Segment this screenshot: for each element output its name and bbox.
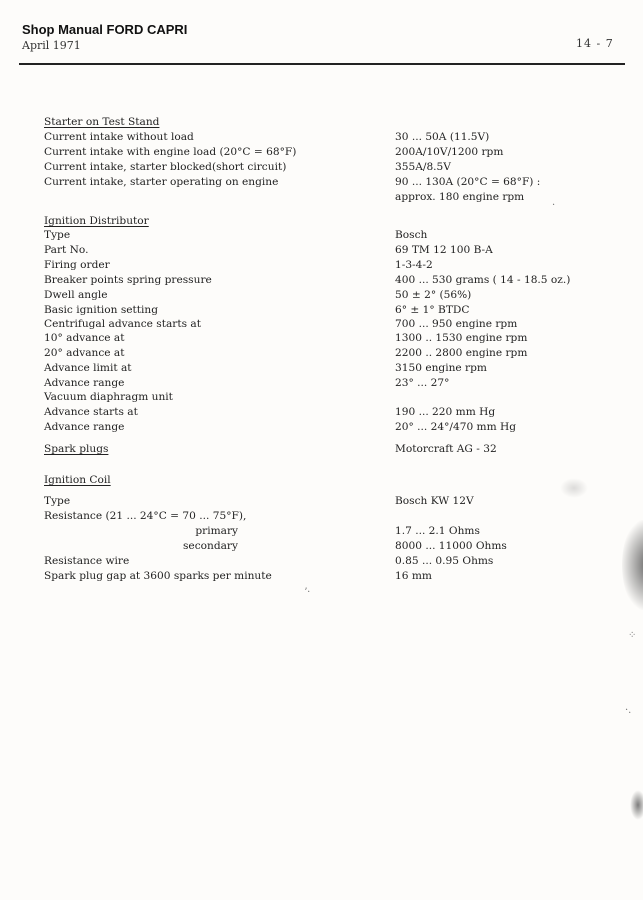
spec-value: 400 ... 530 grams ( 14 - 18.5 oz.) [395, 274, 571, 286]
spec-label: Current intake, starter operating on engine [44, 176, 279, 188]
spec-row [0, 405, 643, 420]
spec-value: 0.85 ... 0.95 Ohms [395, 555, 494, 567]
spec-label: Advance limit at [44, 362, 132, 374]
spec-value: 8000 ... 11000 Ohms [395, 540, 507, 552]
spec-label: Advance starts at [44, 406, 138, 418]
spec-label: Part No. [44, 244, 89, 256]
spec-row [0, 524, 643, 539]
scan-speck: ʼ· [304, 587, 311, 598]
spec-label: 20° advance at [44, 347, 125, 359]
spec-value: Bosch [395, 229, 428, 241]
spec-row [0, 288, 643, 303]
spec-row [0, 554, 643, 569]
spec-row [0, 190, 643, 205]
spec-label: Basic ignition setting [44, 304, 159, 316]
spec-value: approx. 180 engine rpm [395, 191, 525, 203]
spec-value: 30 ... 50A (11.5V) [395, 131, 490, 143]
spec-row [0, 228, 643, 243]
spec-label: Resistance wire [44, 555, 130, 567]
spec-value: 23° ... 27° [395, 377, 450, 389]
distributor-heading: Ignition Distributor [44, 215, 149, 227]
spec-value: Bosch KW 12V [395, 495, 474, 507]
spec-label: Firing order [44, 259, 110, 271]
spec-value: 16 mm [395, 570, 432, 582]
spec-label: Breaker points spring pressure [44, 274, 212, 286]
manual-title: Shop Manual FORD CAPRI [22, 22, 188, 37]
spec-row [0, 258, 643, 273]
spec-value: 2200 .. 2800 engine rpm [395, 347, 528, 359]
spec-label: Advance range [44, 421, 125, 433]
header-rule [19, 63, 625, 65]
spec-label: secondary [183, 540, 238, 552]
section-heading-distributor [0, 214, 643, 229]
spec-label: Current intake, starter blocked(short circuit) [44, 161, 287, 173]
spec-label: 10° advance at [44, 332, 125, 344]
spec-value: 90 ... 130A (20°C = 68°F) : [395, 176, 541, 188]
spec-value: 1.7 ... 2.1 Ohms [395, 525, 480, 537]
spec-label: Vacuum diaphragm unit [44, 391, 173, 403]
section-heading-starter [0, 115, 643, 130]
spec-row [0, 390, 643, 405]
spec-value: 3150 engine rpm [395, 362, 487, 374]
spec-label: Current intake with engine load (20°C = 68°F) [44, 146, 297, 158]
spec-row [0, 243, 643, 258]
spec-value: 700 ... 950 engine rpm [395, 318, 518, 330]
manual-date: April 1971 [22, 39, 81, 52]
spec-label: Type [44, 495, 71, 507]
spec-value: 200A/10V/1200 rpm [395, 146, 504, 158]
spec-value: 69 TM 12 100 B-A [395, 244, 493, 256]
spark-plugs-heading: Spark plugs [44, 443, 109, 455]
scan-speck: · [552, 200, 556, 211]
spec-label: Dwell angle [44, 289, 108, 301]
spec-row [0, 539, 643, 554]
spark-plugs-value: Motorcraft AG - 32 [395, 443, 497, 455]
spec-row [0, 346, 643, 361]
spec-row [0, 145, 643, 160]
starter-heading: Starter on Test Stand [44, 116, 160, 128]
spec-row [0, 303, 643, 318]
spec-row [0, 569, 643, 584]
coil-heading: Ignition Coil [44, 474, 111, 486]
spec-value: 1-3-4-2 [395, 259, 433, 271]
spark-plugs-row [0, 442, 643, 457]
scan-speck: ⁘ [628, 630, 637, 641]
spec-row [0, 361, 643, 376]
scan-smudge [560, 478, 588, 498]
spec-label: primary [195, 525, 238, 537]
spec-label: Type [44, 229, 71, 241]
spec-label: Advance range [44, 377, 125, 389]
section-heading-coil [0, 473, 643, 488]
spec-row [0, 130, 643, 145]
spec-label: Current intake without load [44, 131, 194, 143]
page-number: 14 - 7 [576, 37, 614, 50]
spec-value: 1300 .. 1530 engine rpm [395, 332, 528, 344]
spec-label: Centrifugal advance starts at [44, 318, 202, 330]
spec-row [0, 331, 643, 346]
spec-row [0, 420, 643, 435]
spec-row [0, 376, 643, 391]
spec-row [0, 509, 643, 524]
spec-label: Spark plug gap at 3600 sparks per minute [44, 570, 272, 582]
scan-smudge [630, 790, 643, 820]
spec-row [0, 175, 643, 190]
spec-value: 190 ... 220 mm Hg [395, 406, 496, 418]
scan-speck: ·. [625, 705, 632, 716]
spec-value: 20° ... 24°/470 mm Hg [395, 421, 517, 433]
spec-value: 50 ± 2° (56%) [395, 289, 472, 301]
spec-row [0, 494, 643, 509]
spec-row [0, 317, 643, 332]
spec-value: 6° ± 1° BTDC [395, 304, 470, 316]
spec-row [0, 273, 643, 288]
spec-label: Resistance (21 ... 24°C = 70 ... 75°F), [44, 510, 247, 522]
spec-row [0, 160, 643, 175]
spec-value: 355A/8.5V [395, 161, 451, 173]
